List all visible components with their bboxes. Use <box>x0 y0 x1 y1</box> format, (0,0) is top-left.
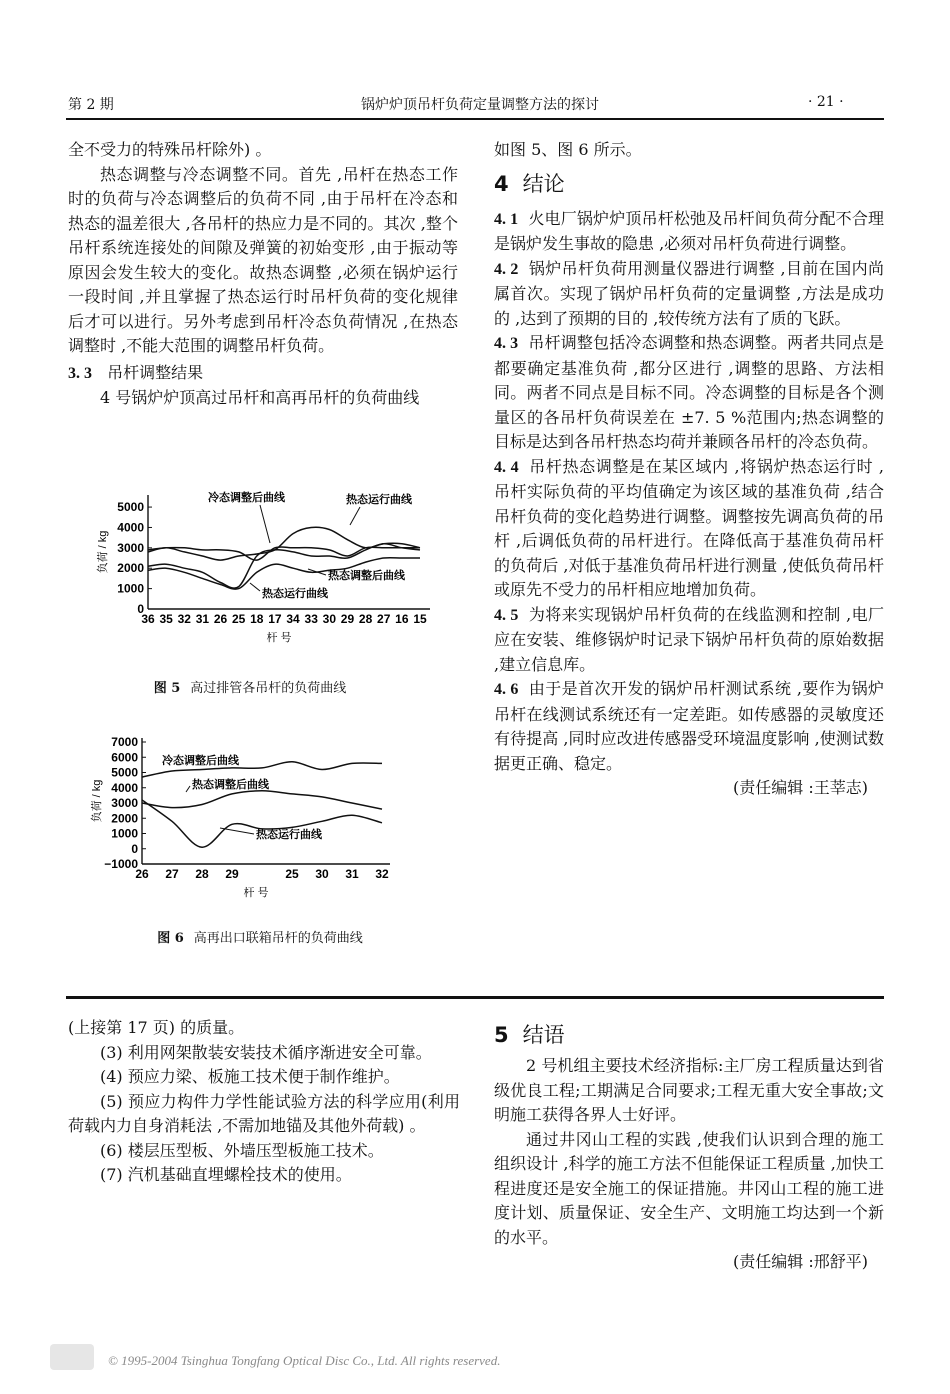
conclusion-list <box>494 207 884 777</box>
figure-6-caption-text: 高再出口联箱吊杆的负荷曲线 <box>193 931 363 946</box>
copyright-footer: © 1995-2004 Tsinghua Tongfang Optical Disc Co., Ltd. All rights reserved. <box>108 1353 501 1368</box>
conclusion-item-number: 4. 1 <box>494 210 519 228</box>
x-tick-label: 35 <box>159 612 173 626</box>
x-tick-label: 16 <box>395 612 409 626</box>
x-tick-label: 28 <box>358 612 373 626</box>
x-axis-label: 杆 号 <box>243 887 269 899</box>
left-paragraph-2: 4 号锅炉炉顶高过吊杆和高再吊杆的负荷曲线 <box>100 388 420 407</box>
figure-6-caption <box>90 927 430 946</box>
y-tick-label: 4000 <box>117 520 144 535</box>
series-annotation: 冷态调整后曲线 <box>162 755 239 767</box>
x-tick-label: 31 <box>345 867 359 881</box>
x-tick-label: 25 <box>231 612 246 626</box>
section-4-number: 4 <box>494 171 509 196</box>
x-tick-label: 33 <box>304 612 318 626</box>
series-line <box>142 791 382 809</box>
figure-6-label: 图 6 <box>157 931 184 946</box>
conclusion-item-text: 锅炉吊杆负荷用测量仪器进行调整 ,目前在国内尚属首次。实现了锅炉吊杆负荷的定量调整 ,方法是成功的 ,达到了预期的目的 ,较传统方法有了质的飞跃。 <box>494 258 884 328</box>
conclusion-item-number: 4. 5 <box>494 606 519 624</box>
left-paragraph-0: 全不受力的特殊吊杆除外) 。 <box>68 140 272 159</box>
left-paragraph-1: 热态调整与冷态调整不同。首先 ,吊杆在热态工作时的负荷与冷态调整后的负荷不同 ,由于吊杆在冷态和热态的温差很大 ,各吊杆的热应力是不同的。其次 ,整个吊杆系统连接处的间隙及弹簧的初始变形 ,由于振动等原因会发生较大的变化。故热态调整 ,必须在锅炉运行一段时间 ,并且掌握了热态运行时吊杆负荷的变化规律后才可以进行。另外考虑到吊杆冷态负荷情况 ,在热态调整时 ,不能大范围的调整吊杆负荷。 <box>68 164 458 355</box>
y-axis-label: 负荷 / kg <box>97 530 109 574</box>
section-5-title: 结语 <box>522 1023 565 1047</box>
annotation-leader <box>250 583 260 591</box>
y-tick-label: 6000 <box>111 750 138 765</box>
header-rule <box>66 118 884 120</box>
figure-5-label: 图 5 <box>153 681 181 696</box>
conclusion-item-text: 吊杆调整包括冷态调整和热态调整。两者共同点是都要确定基准负荷 ,都分区进行 ,调整的思路、方法相同。两者不同点是目标不同。冷态调整的目标是各个测量区的各吊杆负荷误差在 ±7. 5 %范围内;热态调整的目标是达到各吊杆热态均荷并兼顾各吊杆的冷态负荷。 <box>494 333 884 451</box>
section-4-title: 结论 <box>522 171 565 196</box>
x-tick-label: 29 <box>340 612 355 626</box>
conclusion-item-text: 火电厂锅炉炉顶吊杆松弛及吊杆间负荷分配不合理是锅炉发生事故的隐患 ,必须对吊杆负荷进行调整。 <box>494 208 884 253</box>
conclusion-item-number: 4. 4 <box>494 458 519 476</box>
y-tick-label: 2000 <box>111 811 138 826</box>
conclusion-item-number: 4. 2 <box>494 260 519 278</box>
x-tick-label: 29 <box>225 867 239 881</box>
x-tick-label: 34 <box>286 612 300 626</box>
x-tick-label: 30 <box>322 612 337 626</box>
subsection-title: 吊杆调整结果 <box>107 362 204 382</box>
conclusion-item <box>494 677 884 776</box>
y-tick-label: 2000 <box>117 561 144 576</box>
y-axis-label: 负荷 / kg <box>91 779 103 823</box>
x-tick-label: 28 <box>195 867 209 881</box>
y-tick-label: −1000 <box>104 857 138 871</box>
series-annotation: 热态运行曲线 <box>256 829 322 841</box>
y-tick-label: 7000 <box>111 735 138 749</box>
conclusion-item <box>494 331 884 455</box>
series-annotation: 冷态调整后曲线 <box>208 492 285 504</box>
conclusion-item-text: 为将来实现锅炉吊杆负荷的在线监测和控制 ,电厂应在安装、维修锅炉时记录下锅炉吊杆负荷的原始数据 ,建立信息库。 <box>494 604 884 674</box>
publisher-logo <box>50 1344 94 1370</box>
y-tick-label: 5000 <box>111 765 138 780</box>
series-annotation: 热态运行曲线 <box>262 588 328 600</box>
x-tick-label: 32 <box>177 612 191 626</box>
section-5-heading <box>494 1020 884 1050</box>
x-tick-label: 36 <box>141 612 155 626</box>
left-column <box>68 138 458 411</box>
y-tick-label: 0 <box>131 841 138 856</box>
section-4-heading <box>494 169 884 199</box>
subsection-number: 3. 3 <box>68 364 92 382</box>
y-tick-label: 0 <box>137 602 144 616</box>
conclusion-item <box>494 257 884 332</box>
section-divider <box>66 996 884 999</box>
conclusion-item <box>494 455 884 603</box>
bottom-right-paragraph-1: 通过井冈山工程的实践 ,使我们认识到合理的施工组织设计 ,科学的施工方法不但能保证工程质量 ,加快工程进度还是安全施工的保证措施。井冈山工程的施工进度计划、质量保证、安全生产、文明施工均达到一个新的水平。 <box>494 1129 884 1247</box>
conclusion-item-text: 由于是首次开发的锅炉吊杆测试系统 ,要作为锅炉吊杆在线测试系统还有一定差距。如传感器的灵敏度还有待提高 ,同时应改进传感器受环境温度影响 ,使测试数据更正确、稳定。 <box>494 679 884 773</box>
conclusion-item-number: 4. 3 <box>494 335 519 352</box>
x-tick-label: 17 <box>268 612 282 626</box>
x-tick-label: 18 <box>250 612 264 626</box>
series-line <box>148 527 420 560</box>
figure-5-chart <box>90 485 450 655</box>
x-axis-label: 杆 号 <box>266 632 292 644</box>
bottom-right-paragraph-0: 2 号机组主要技术经济指标:主厂房工程质量达到省级优良工程;工期满足合同要求;工程无重大安全事故;文明施工获得各界人士好评。 <box>494 1056 884 1124</box>
conclusion-item-number: 4. 6 <box>494 681 519 698</box>
x-tick-label: 26 <box>135 867 149 881</box>
y-tick-label: 3000 <box>111 796 138 810</box>
y-tick-label: 1000 <box>117 581 144 596</box>
series-annotation: 热态调整后曲线 <box>328 570 405 582</box>
editor-note-1: (责任编辑 :王莘志) <box>733 778 868 797</box>
x-tick-label: 31 <box>195 612 210 626</box>
annotation-leader <box>186 786 190 792</box>
issue-number: 第 2 期 <box>68 97 114 113</box>
y-tick-label: 3000 <box>117 540 144 555</box>
bottom-left-paragraph: (6) 楼层压型板、外墙压型板施工技术。 <box>100 1140 384 1160</box>
figure-5-caption <box>90 677 410 696</box>
right-paragraph-0: 如图 5、图 6 所示。 <box>494 140 642 159</box>
series-annotation: 热态调整后曲线 <box>192 779 269 791</box>
y-tick-label: 4000 <box>111 780 138 795</box>
series-annotation: 热态运行曲线 <box>346 494 412 506</box>
running-title: 锅炉炉顶吊杆负荷定量调整方法的探讨 <box>361 97 599 113</box>
annotation-leader <box>220 828 254 834</box>
conclusion-item-text: 吊杆热态调整是在某区域内 ,将锅炉热态运行时 ,吊杆实际负荷的平均值确定为该区域的基准负荷 ,结合吊杆负荷的变化趋势进行调整。调整按先调高负荷的吊杆 ,后调低负荷的吊杆进行。在降低高于基准负荷吊杆的负荷后 ,对低于基准负荷吊杆进行测量 ,使低负荷吊杆或原先不受力的吊杆相应地增加负荷。 <box>494 456 884 599</box>
x-tick-label: 30 <box>315 867 329 881</box>
bottom-left-paragraph: (4) 预应力梁、板施工技术便于制作维护。 <box>100 1067 400 1086</box>
bottom-left-paragraph: (3) 利用网架散装安装技术循序渐进安全可靠。 <box>100 1042 432 1062</box>
x-tick-label: 26 <box>213 612 228 626</box>
bottom-left-paragraph: (7) 汽机基础直埋螺栓技术的使用。 <box>100 1165 352 1184</box>
bottom-left-paragraph: (5) 预应力构件力学性能试验方法的科学应用(利用荷载内力自身消耗法 ,不需加地锚及其他外荷载) 。 <box>68 1091 460 1135</box>
y-tick-label: 5000 <box>117 500 144 515</box>
x-tick-label: 27 <box>165 867 179 881</box>
x-tick-label: 15 <box>413 612 427 626</box>
annotation-leader <box>350 507 360 525</box>
x-tick-label: 27 <box>377 612 391 626</box>
figure-6-chart <box>90 728 410 903</box>
subsection-3-3 <box>68 361 458 387</box>
bottom-left-paragraph: (上接第 17 页) 的质量。 <box>68 1018 245 1037</box>
editor-note-2: (责任编辑 :邢舒平) <box>733 1252 868 1271</box>
bottom-left-column <box>68 1016 460 1188</box>
conclusion-item <box>494 603 884 678</box>
figure-5-caption-text: 高过排管各吊杆的负荷曲线 <box>190 681 347 696</box>
bottom-right-column <box>494 1016 884 1275</box>
y-tick-label: 1000 <box>111 826 138 841</box>
annotation-leader <box>260 505 270 543</box>
x-tick-label: 32 <box>375 867 389 881</box>
x-tick-label: 25 <box>285 867 299 881</box>
conclusion-item <box>494 207 884 257</box>
right-column <box>494 138 884 801</box>
page-number: · 21 · <box>808 94 844 110</box>
section-5-number: 5 <box>494 1023 509 1047</box>
